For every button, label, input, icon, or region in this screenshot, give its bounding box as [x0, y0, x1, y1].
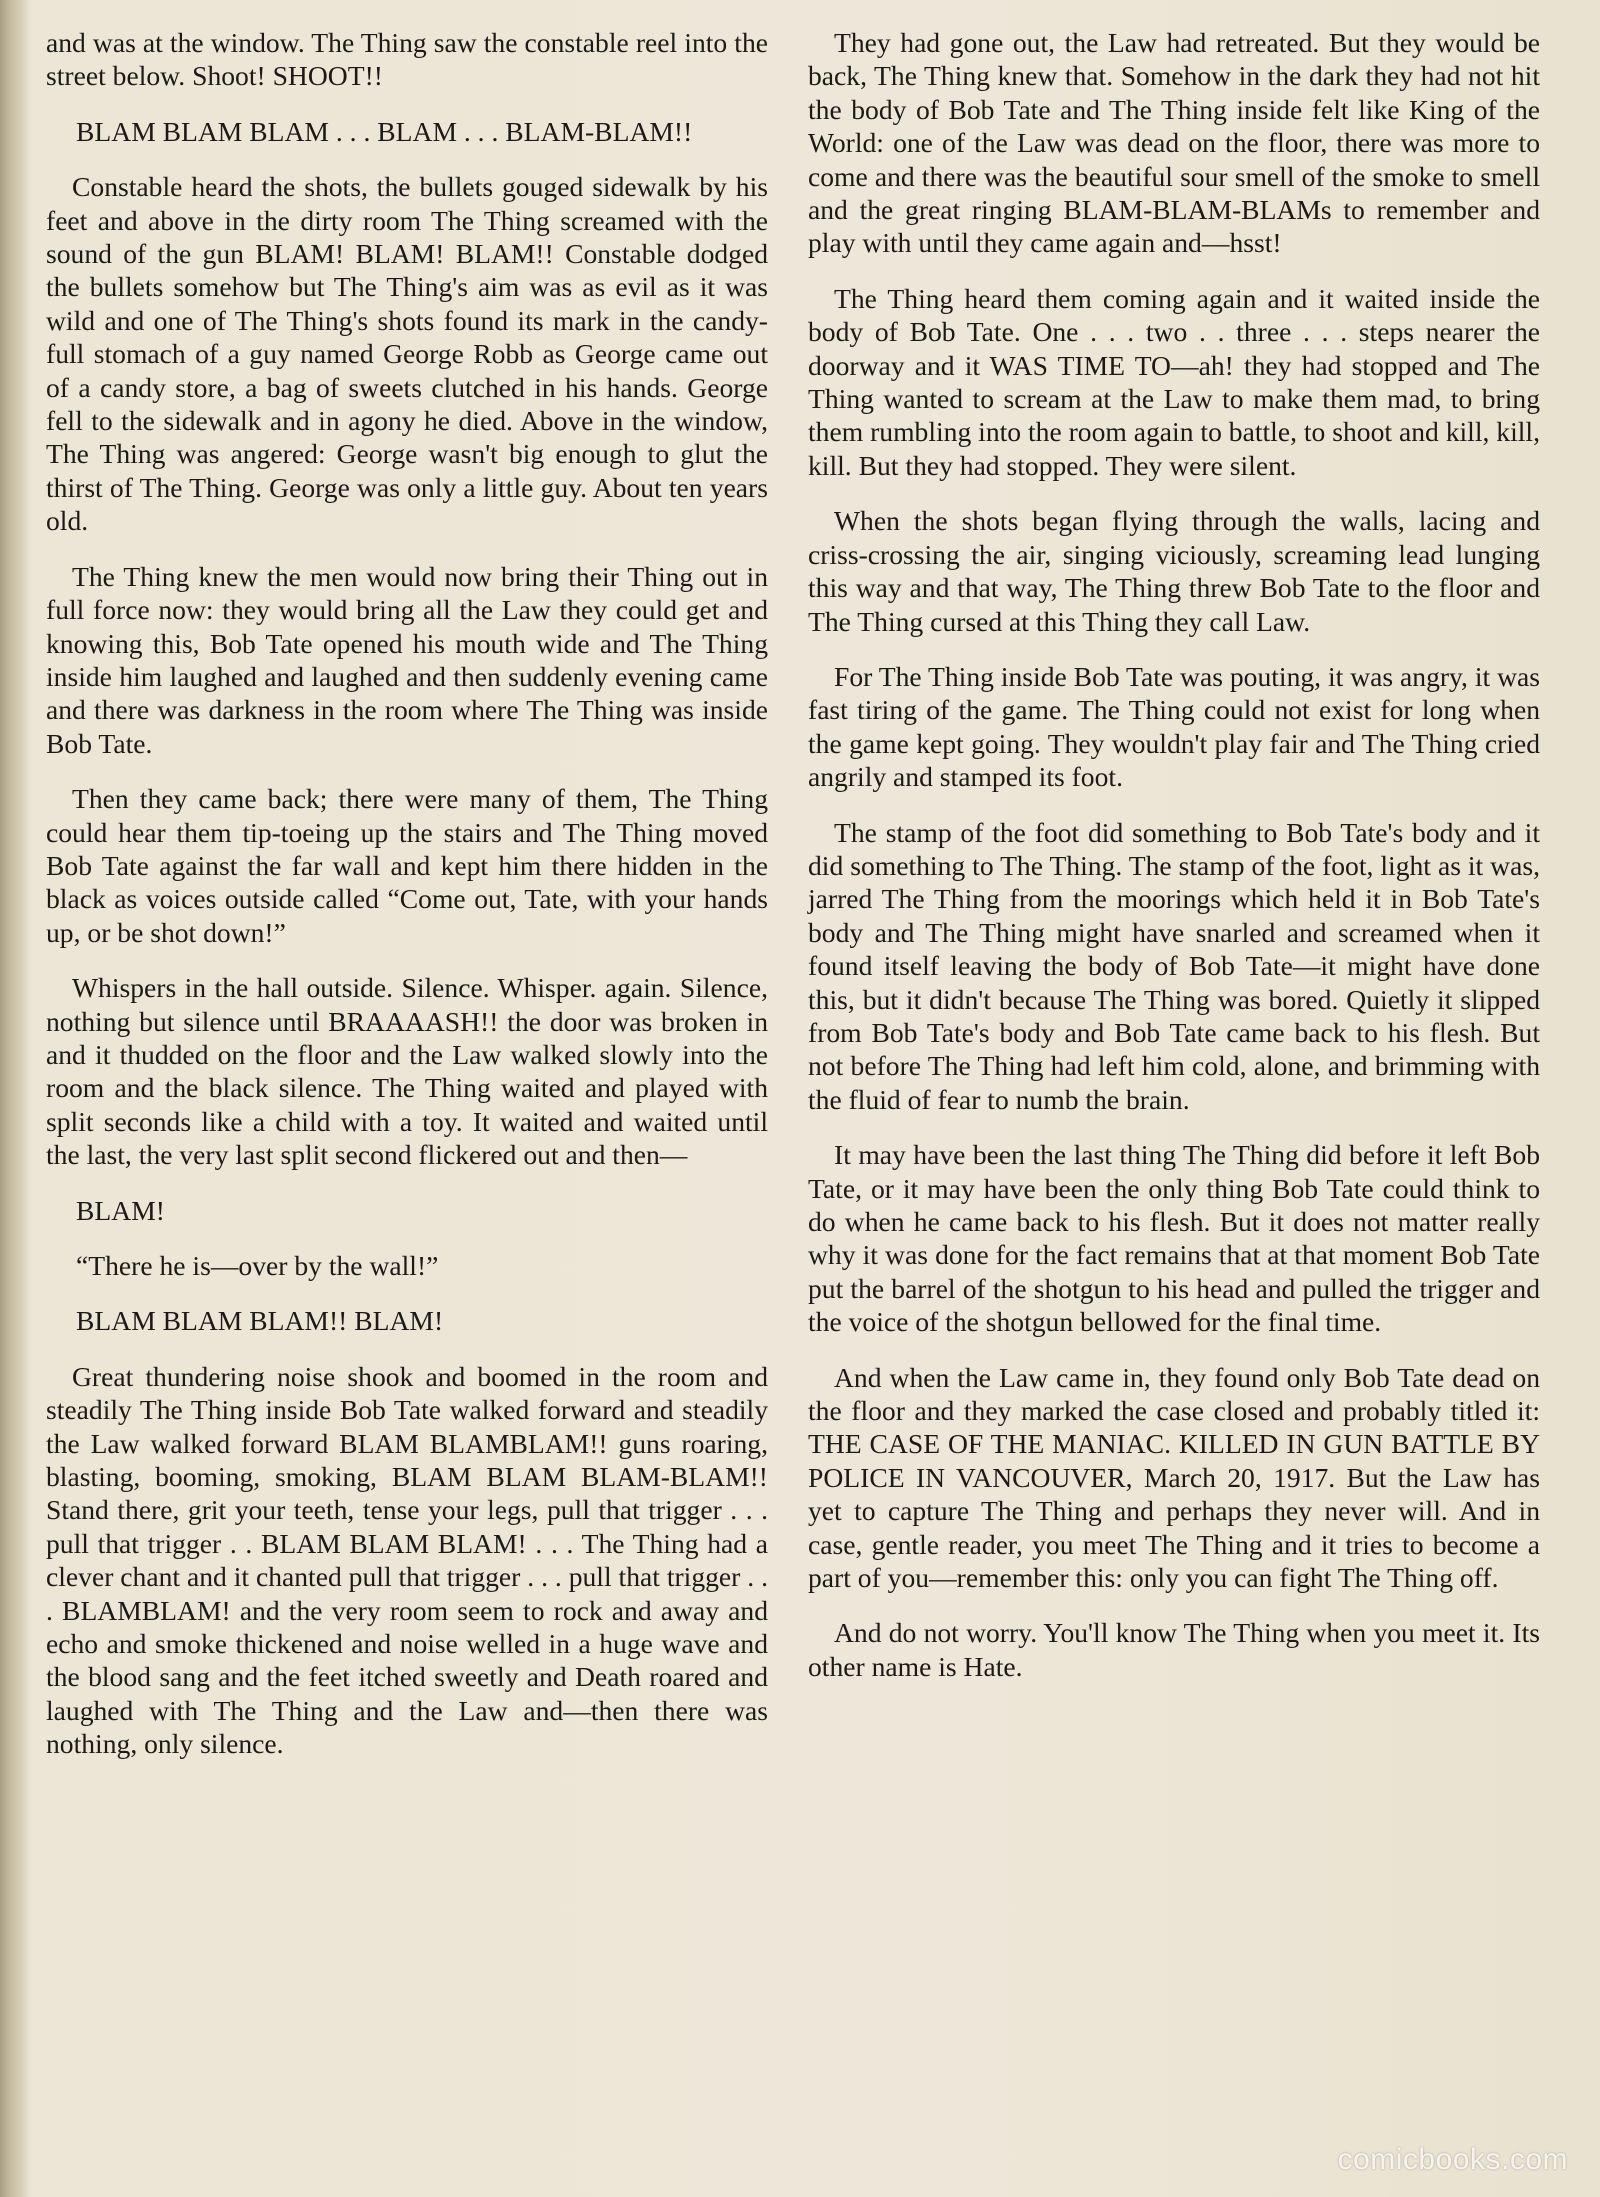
site-watermark: comicbooks.com — [1337, 2143, 1568, 2176]
paragraph: It may have been the last thing The Thing did before it left Bob Tate, or it may have been the only thing Bob Tate could think to do when he came back to his flesh. But it does not matter really why it was done for the fact remains that at that moment Bob Tate put the barrel of the shotgun to his head and pulled the trigger and the voice of the shotgun bellowed for the final time. — [808, 1139, 1540, 1338]
paragraph: For The Thing inside Bob Tate was pouting, it was angry, it was fast tiring of the game. The Thing could not exist for long when the game kept going. They wouldn't play fair and The Thing cried angrily and stamped its foot. — [808, 660, 1540, 793]
sound-effect: BLAM BLAM BLAM . . . BLAM . . . BLAM-BLAM!! — [76, 115, 693, 147]
paragraph: Then they came back; there were many of them, The Thing could hear them tip-toeing up the stairs and The Thing moved Bob Tate against the far wall and kept him there hidden in the black as voices outside called “Come out, Tate, with your hands up, or be shot down!” — [46, 783, 768, 948]
binding-gutter — [0, 0, 30, 2197]
paragraph: Whispers in the hall outside. Silence. Whisper. again. Silence, nothing but silence until BRAAAASH!! the door was broken in and it thudded on the floor and the Law walked slowly into the room and the black silence. The Thing waited and played with split seconds like a child with a toy. It waited and waited until the last, the very last split second flickered out and then— — [46, 972, 768, 1171]
dialogue-line: “There he is—over by the wall!” — [76, 1250, 439, 1281]
paragraph: The Thing knew the men would now bring their Thing out in full force now: they would bring all the Law they could get and knowing this, Bob Tate opened his mouth wide and The Thing inside him laughed and laughed and then suddenly evening came and there was darkness in the room where The Thing was inside Bob Tate. — [46, 560, 768, 759]
text-column-left — [46, 26, 768, 1761]
sound-effect: BLAM BLAM BLAM!! BLAM! — [76, 1305, 444, 1337]
sound-effect: BLAM! — [76, 1194, 165, 1226]
paragraph: The stamp of the foot did something to Bob Tate's body and it did something to The Thing. The stamp of the foot, light as it was, jarred The Thing from the moorings which held it in Bob Tate's body and The Thing might have snarled and screamed when it found itself leaving the body of Bob Tate—it might have done this, but it didn't because The Thing was bored. Quietly it slipped from Bob Tate's body and Bob Tate came back to his flesh. But not before The Thing had left him cold, alone, and brimming with the fluid of fear to numb the brain. — [808, 816, 1540, 1115]
paragraph: When the shots began flying through the walls, lacing and criss-crossing the air, singing viciously, screaming lead lunging this way and that way, The Thing threw Bob Tate to the floor and The Thing cursed at this Thing they call Law. — [808, 505, 1540, 637]
text-column-right — [808, 26, 1540, 1683]
paragraph: Constable heard the shots, the bullets gouged sidewalk by his feet and above in the dirty room The Thing screamed with the sound of the gun BLAM! BLAM! BLAM!! Constable dodged the bullets somehow but The Thing's aim was as evil as it was wild and one of The Thing's shots found its mark in the candy-full stomach of a guy named George Robb as George came out of a candy store, a bag of sweets clutched in his hands. George fell to the sidewalk and in agony he died. Above in the window, The Thing was angered: George wasn't big enough to glut the thirst of The Thing. George was only a little guy. About ten years old. — [46, 171, 768, 537]
paragraph: And do not worry. You'll know The Thing when you meet it. Its other name is Hate. — [808, 1617, 1540, 1682]
paragraph: They had gone out, the Law had retreated. But they would be back, The Thing knew that. Somehow in the dark they had not hit the body of Bob Tate and The Thing inside felt like King of the World: one of the Law was dead on the floor, there was more to come and there was the beautiful sour smell of the smoke to smell and the great ringing BLAM-BLAM-BLAMs to remember and play with until they came again and—hsst! — [808, 27, 1540, 259]
paragraph: The Thing heard them coming again and it waited inside the body of Bob Tate. One . . . two . . three . . . steps nearer the doorway and it WAS TIME TO—ah! they had stopped and The Thing wanted to scream at the Law to make them mad, to bring them rumbling into the room again to battle, to shoot and kill, kill, kill. But they had stopped. They were silent. — [808, 282, 1540, 481]
paragraph: and was at the window. The Thing saw the constable reel into the street below. Shoot! SHOOT!! — [46, 27, 768, 92]
paragraph: Great thundering noise shook and boomed in the room and steadily The Thing inside Bob Tate walked forward and steadily the Law walked forward BLAM BLAMBLAM!! guns roaring, blasting, booming, smoking, BLAM BLAM BLAM-BLAM!! Stand there, grit your teeth, tense your legs, pull that trigger . . . pull that trigger . . BLAM BLAM BLAM! . . . The Thing had a clever chant and it chanted pull that trigger . . . pull that trigger . . . BLAMBLAM! and the very room seem to rock and away and echo and smoke thickened and noise welled in a huge wave and the blood sang and the feet itched sweetly and Death roared and laughed with The Thing and the Law and—then there was nothing, only silence. — [46, 1360, 768, 1760]
paragraph: And when the Law came in, they found only Bob Tate dead on the floor and they marked the case closed and probably titled it: THE CASE OF THE MANIAC. KILLED IN GUN BATTLE BY POLICE IN VANCOUVER, March 20, 1917. But the Law has yet to capture The Thing and perhaps they never will. And in case, gentle reader, you meet The Thing and it tries to become a part of you—remember this: only you can fight The Thing off. — [808, 1361, 1540, 1594]
